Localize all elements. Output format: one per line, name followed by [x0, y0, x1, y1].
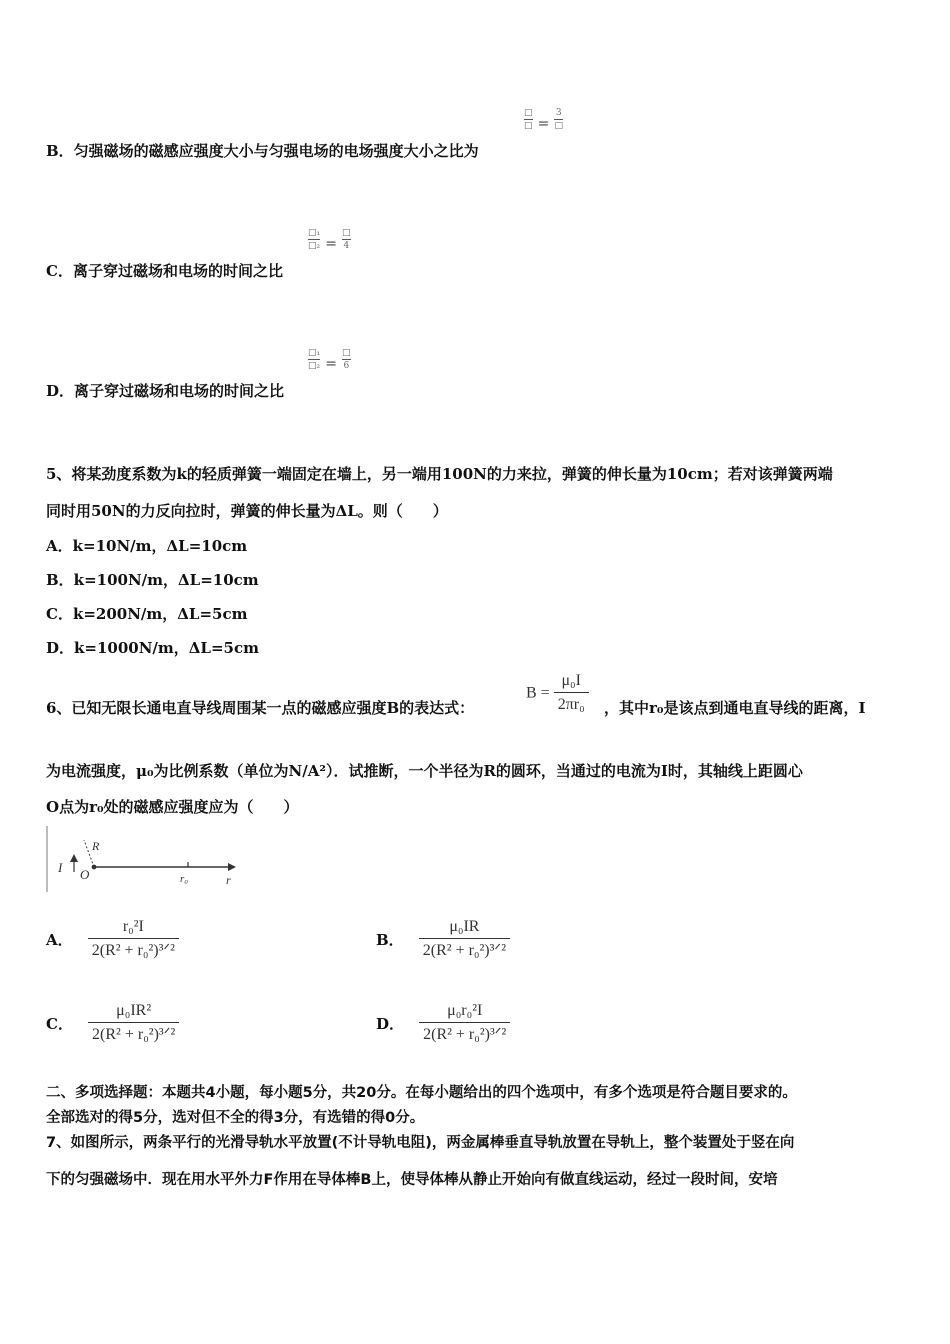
q5-stem-line2: 同时用50N的力反向拉时，弹簧的伸长量为ΔL。则（ ）: [46, 502, 448, 520]
label-i: I: [58, 860, 63, 875]
fraction-bar: [554, 119, 563, 120]
fraction-denominator: 2(R² + r₀²)³ᐟ²: [88, 938, 179, 963]
fraction-numerator: □: [342, 228, 351, 238]
fraction-bar: [342, 239, 351, 240]
fraction-denominator: 2πr₀: [554, 692, 589, 717]
fraction-numerator: 3: [555, 108, 562, 118]
formula-left-fraction: [308, 228, 320, 251]
q5-option-c: C．k=200N/m，ΔL=5cm: [46, 605, 248, 623]
label-axis-r: r: [226, 873, 231, 887]
option-d-label: D．离子穿过磁场和电场的时间之比: [46, 382, 285, 400]
option-letter: C．: [46, 1015, 73, 1033]
q5-option-b: B．k=100N/m，ΔL=10cm: [46, 571, 259, 589]
option-fraction: [88, 1000, 179, 1047]
formula-fraction: [554, 670, 589, 717]
fraction-bar: [308, 239, 320, 240]
fraction-denominator: □₂: [308, 241, 321, 251]
q6-stem-line1a: 6、已知无限长通电直导线周围某一点的磁感应强度B的表达式：: [46, 699, 475, 717]
option-fraction: [419, 916, 510, 963]
fraction-denominator: 2(R² + r₀²)³ᐟ²: [88, 1022, 179, 1047]
fraction-denominator: □₂: [308, 361, 321, 371]
q6-option-a: [46, 916, 179, 963]
fraction-numerator: μ₀IR: [449, 918, 480, 935]
q6-option-d: [376, 1000, 510, 1047]
option-b-formula: [524, 108, 563, 132]
fraction-numerator: r₀²I: [122, 918, 144, 935]
label-o: O: [80, 867, 90, 882]
option-fraction: [88, 916, 179, 963]
option-b-label: B．匀强磁场的磁感应强度大小与匀强电场的电场强度大小之比为: [46, 142, 479, 160]
ring-axis-diagram: [46, 826, 246, 894]
fraction-numerator: □₁: [308, 348, 321, 358]
q6-stem-line3: O点为r₀处的磁感应强度应为（ ）: [46, 798, 299, 816]
q7-stem-line1: 7、如图所示，两条平行的光滑导轨水平放置(不计导轨电阻)，两金属棒垂直导轨放置在导轨上，整个装置处于竖在向: [46, 1135, 795, 1151]
q6-stem-line1b: ，其中r₀是该点到通电直导线的距离，I: [604, 699, 866, 717]
option-c-label: C．离子穿过磁场和电场的时间之比: [46, 262, 283, 280]
fraction-denominator: □: [524, 121, 533, 131]
fraction-denominator: 2(R² + r₀²)³ᐟ²: [419, 1022, 510, 1047]
q5-stem-line1: 5、将某劲度系数为k的轻质弹簧一端固定在墙上，另一端用100N的力来拉，弹簧的伸长量为10cm；若对该弹簧两端: [46, 465, 833, 483]
q6-figure: [46, 826, 246, 894]
fraction-numerator: μ₀I: [561, 672, 581, 689]
formula-lhs: B =: [526, 684, 550, 702]
fraction-numerator: μ₀r₀²I: [447, 1002, 483, 1019]
axis-arrow-icon: [228, 863, 236, 871]
current-arrow-icon: [70, 854, 78, 862]
fraction-numerator: □: [342, 348, 351, 358]
fraction-numerator: μ₀IR²: [116, 1002, 152, 1019]
label-r: R: [92, 839, 100, 853]
formula-right-fraction: [342, 228, 351, 251]
fraction-bar: [524, 119, 533, 120]
q7-stem-line2: 下的匀强磁场中．现在用水平外力F作用在导体棒B上，使导体棒从静止开始向有做直线运动，经过一段时间，安培: [46, 1172, 778, 1188]
q6-formula: [526, 670, 589, 717]
fraction-bar: [342, 359, 351, 360]
fraction-denominator: 4: [343, 241, 350, 251]
equals-sign: =: [325, 356, 337, 372]
formula-left-fraction: [524, 108, 533, 131]
fraction-denominator: 6: [343, 361, 350, 371]
formula-left-fraction: [308, 348, 320, 371]
formula-right-fraction: [554, 108, 563, 131]
q6-option-b: [376, 916, 510, 963]
option-letter: D．: [376, 1015, 405, 1033]
equals-sign: =: [537, 116, 550, 132]
fraction-denominator: 2(R² + r₀²)³ᐟ²: [419, 938, 510, 963]
option-letter: B．: [376, 931, 404, 949]
option-letter: A．: [46, 931, 73, 949]
q5-option-d: D．k=1000N/m，ΔL=5cm: [46, 639, 259, 657]
fraction-denominator: □: [554, 121, 563, 131]
section2-heading-line2: 全部选对的得5分，选对但不全的得3分，有选错的得0分。: [46, 1110, 425, 1126]
q5-option-a: A．k=10N/m，ΔL=10cm: [46, 537, 248, 555]
fraction-numerator: □₁: [308, 228, 321, 238]
q6-option-c: [46, 1000, 179, 1047]
fraction-bar: [308, 359, 320, 360]
q6-stem-line2: 为电流强度，μ₀为比例系数（单位为N/A²）．试推断，一个半径为R的圆环，当通过的电流为I时，其轴线上距圆心: [46, 762, 803, 780]
fraction-numerator: □: [524, 108, 533, 118]
equals-sign: =: [325, 236, 337, 252]
section2-heading-line1: 二、多项选择题：本题共4小题，每小题5分，共20分。在每小题给出的四个选项中，有多个选项是符合题目要求的。: [46, 1085, 797, 1101]
formula-right-fraction: [342, 348, 351, 371]
option-fraction: [419, 1000, 510, 1047]
option-c-formula: [308, 228, 351, 252]
option-d-formula: [308, 348, 351, 372]
label-r0: r₀: [180, 873, 189, 885]
